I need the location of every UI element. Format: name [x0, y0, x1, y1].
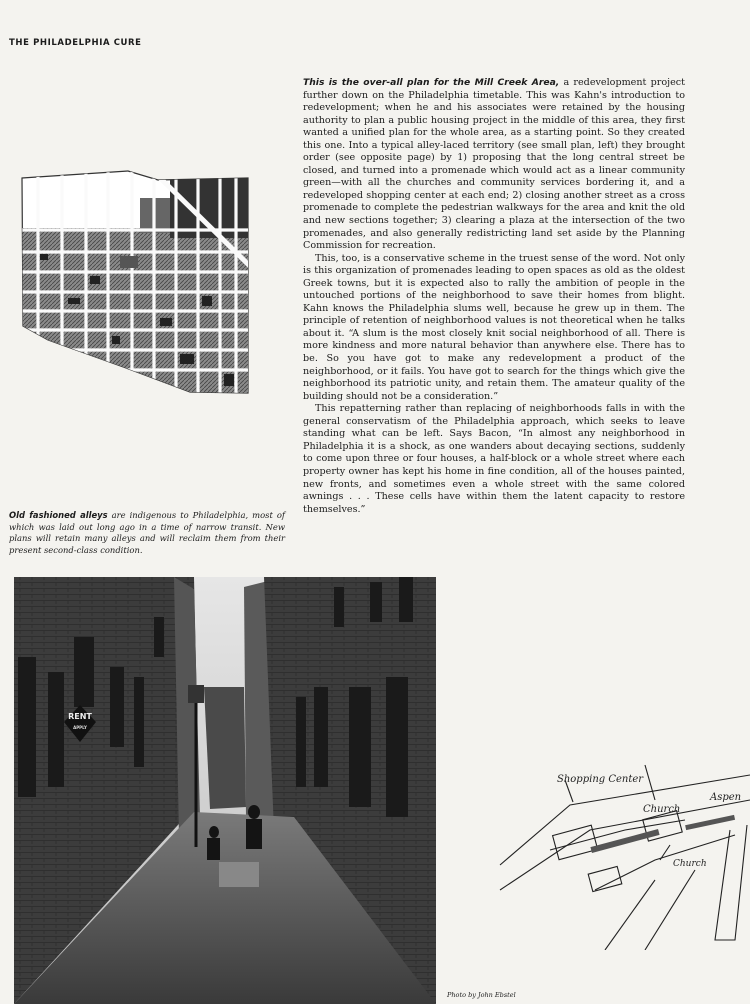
sketch-label-shopping-center: Shopping Center	[557, 774, 644, 785]
promenade-sketch	[495, 760, 750, 950]
article-lead: This is the over-all plan for the Mill Creek Area,	[303, 77, 560, 88]
article-body	[303, 77, 685, 516]
paragraph-1: This is the over-all plan for the Mill Creek Area, a redevelopment project further down on the Philadelphia timetable. This was Kahn's introduction to redevelopment; when he and his associates were retained by the housing authority to plan a public housing project in the middle of this area, they first wanted a unified plan for the whole area, as a starting point. So they created this one. Into a typical alley-laced territory (see small plan, left) they brought order (see opposite page) by 1) proposing that the long central street be closed, and turned into a promenade which would act as a linear community green—with all the churches and community services bordering it, and a redeveloped shopping center at each end; 2) closing another street as a cross promenade to complete the pedestrian walkways for the area and knit the old and new sections together; 3) clearing a plaza at the intersection of the two promenades, and also generally redistricting land set aside by the Planning Commission for recreation.	[303, 77, 685, 252]
photo-credit: Photo by John Ebstel	[447, 991, 516, 999]
sketch-label-church-2: Church	[673, 859, 707, 869]
sketch-label-church: Church	[643, 804, 681, 815]
neighborhood-plan-map	[20, 168, 252, 398]
sketch-label-aspen: Aspen	[710, 792, 742, 803]
svg-text:RENT: RENT	[68, 712, 92, 721]
paragraph-2: This, too, is a conservative scheme in the truest sense of the word. Not only is this organization of promenades leading to open spaces as old as the oldest Greek towns, but it is expected also to rally the ambition of people in the untouched portions of the neighborhood to save their homes from blight. Kahn knows the Philadelphia slums well, because he grew up in them. The principle of retention of neighborhood values is not theoretical when he talks about it. “A slum is the most closely knit social neighborhood of all. There is more kindness and more natural behavior than anywhere else. There has to be. So you have got to make any redevelopment a product of the neighborhood, or it fails. You have got to search for the things which give the neighborhood its patriotic unity, and retain them. The amateur quality of the building should not be a consideration.”	[303, 252, 685, 402]
alley-photograph	[14, 577, 436, 1004]
running-head: THE PHILADELPHIA CURE	[9, 38, 142, 48]
paragraph-3: This repatterning rather than replacing of neighborhoods falls in with the general conservatism of the Philadelphia approach, which seeks to leave standing what can be left. Says Bacon, “In almost any neighborhood in Philadelphia it is a shock, as one wanders about decaying sections, suddenly to come upon three or four houses, a half-block or a whole street where each property owner has kept his home in fine condition, all of the houses painted, new fronts, and sometimes even a whole street with the same colored awnings . . . These cells have within them the latent capacity to restore themselves.”	[303, 403, 685, 515]
svg-text:APPLY: APPLY	[73, 725, 87, 730]
photo-caption: Old fashioned alleys are indigenous to Philadelphia, most of which was laid out long ago in a time of narrow transit. New plans will retain many alleys and will reclaim them from their present second-class condition.	[9, 510, 285, 555]
